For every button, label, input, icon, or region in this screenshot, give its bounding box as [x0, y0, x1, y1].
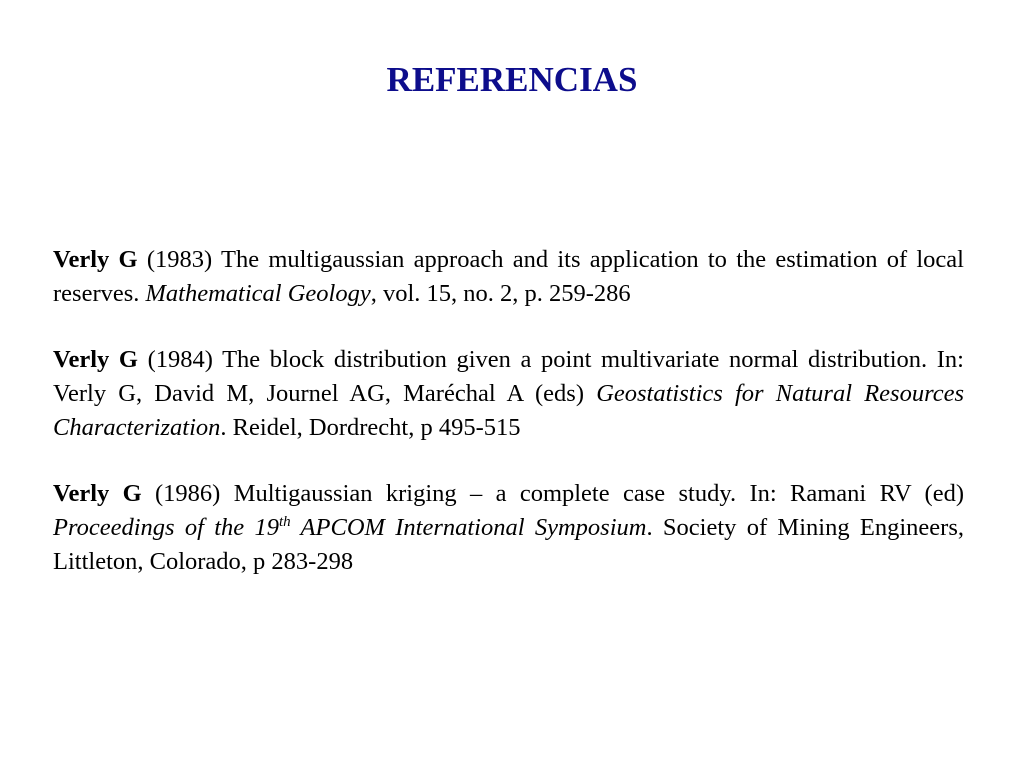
reference-item-2 — [53, 343, 964, 445]
reference-text: (1984) The block distribution given a point multivariate normal distribution. In: Verly G, David M, Journel AG, Maréchal A (eds) — [53, 346, 964, 407]
slide-title: REFERENCIAS — [386, 60, 638, 99]
reference-journal: Mathematical Geology — [145, 280, 371, 307]
reference-author: Verly G — [53, 246, 138, 273]
reference-proceedings-title-part: Proceedings of the 19 — [53, 514, 279, 541]
ordinal-superscript: th — [279, 514, 291, 530]
reference-item-3 — [53, 477, 964, 579]
reference-text: (1983) The multigaussian approach and its application to the estimation of local reserves. — [53, 246, 964, 307]
reference-author: Verly G — [53, 346, 138, 373]
reference-text: . Society of Mining Engineers, Littleton, Colorado, p 283-298 — [53, 514, 964, 575]
reference-item-1 — [53, 243, 964, 311]
reference-proceedings-title — [53, 514, 646, 541]
reference-proceedings-title-part: APCOM International Symposium — [290, 514, 647, 541]
reference-text: . Reidel, Dordrecht, p 495-515 — [220, 414, 521, 441]
reference-list — [53, 243, 964, 611]
reference-book-title: Geostatistics for Natural Resources Characterization — [53, 380, 964, 441]
reference-text: (1986) Multigaussian kriging – a complete case study. In: Ramani RV (ed) — [141, 480, 964, 507]
reference-text: , vol. 15, no. 2, p. 259-286 — [370, 280, 631, 307]
reference-author: Verly G — [53, 480, 142, 507]
